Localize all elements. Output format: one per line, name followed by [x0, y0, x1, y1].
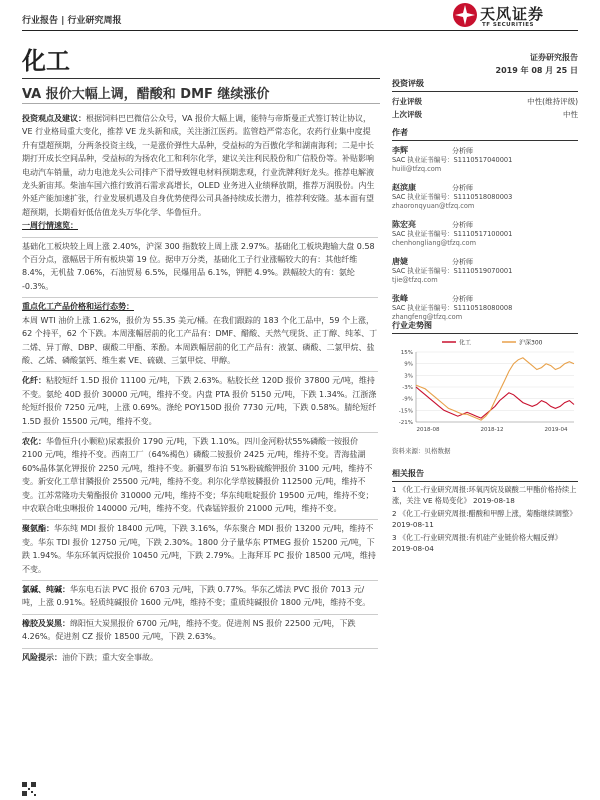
y-tick-label: -9%: [402, 396, 413, 403]
analyst-card: [392, 145, 578, 178]
risk-paragraph: [22, 651, 378, 664]
header-divider: [22, 30, 578, 31]
legend-label: 化工: [459, 339, 472, 347]
analyst-email[interactable]: tjie@tfzq.com: [392, 276, 438, 284]
investment-view: [22, 112, 378, 219]
fiber-label: 化纤：: [22, 376, 46, 386]
analyst-email[interactable]: zhaoronqyuan@tfzq.com: [392, 202, 475, 210]
intro-text: 根据饲料巴巴微信公众号，VA 报价大幅上调，能特与帝斯曼正式签订转让协议，VE 行业格局重大变化，推荐 VE 龙头新和成，关注浙江医药。监管趋严常态化，农药行业集中度提升有望超预期，分两条投资主线，一是涨价弹性大品种，受益标的为百傲化学和湖南海利；二是中长期打开成长空间品种，受益标的为扬农化工和利尔化学，建议关注利民股份和广信股份等。补贴影响电动汽车销量，动力电池龙头公司排产下滑导致锂电材料预期悲观，行业洗牌利好龙头。推荐电解液龙头新宙邦。柴油车国六推行致消石需求高增长，OLED 业务进入业绩释放期，推荐万润股份。内生外延产能加速扩张，行业发展机遇及自身优势使得公司具备持续成长潜力，推荐利安隆。基本面有望超预期，长期看好低估值龙头万华化学、华鲁恒升。: [22, 114, 375, 217]
analyst-role: 分析师: [452, 295, 473, 303]
industry-rating-row: [392, 95, 578, 108]
y-tick-label: -15%: [398, 408, 413, 415]
analyst-role: 分析师: [452, 147, 473, 155]
section-divider: [22, 519, 378, 520]
brand-name: 天风证券: [480, 5, 545, 23]
x-tick-label: 2019-04: [544, 427, 568, 433]
fiber-paragraph: [22, 374, 378, 428]
pu-paragraph: [22, 522, 378, 576]
report-date: 2019 年 08 月 25 日: [495, 66, 578, 75]
report-type: 证券研究报告: [530, 53, 578, 62]
rubber-text: 绵阳恒大炭黑报价 6700 元/吨，维持不变。促进剂 NS 报价 22500 元/吨，下跌 4.26%。促进剂 CZ 报价 18500 元/吨，下跌 2.63%。: [22, 618, 356, 642]
section-divider: [22, 614, 378, 615]
trend-chart-svg: [392, 334, 578, 438]
analyst-name: 唐婕: [392, 257, 408, 266]
y-tick-label: 3%: [404, 373, 413, 380]
analyst-name: 赵滨康: [392, 183, 416, 192]
analyst-role: 分析师: [452, 184, 473, 192]
weekly-review-heading: 一周行情速览：: [22, 221, 78, 231]
y-tick-label: -3%: [402, 385, 413, 391]
industry-rating-value: 中性(维持评级): [527, 97, 578, 106]
risk-text: 油价下跌；重大安全事故。: [62, 652, 158, 662]
legend-label: 沪深300: [519, 339, 543, 347]
industry-rating-label: 行业评级: [392, 97, 422, 106]
breadcrumb: 行业报告 | 行业研究周报: [22, 16, 122, 26]
section-divider: [22, 432, 378, 433]
main-content: [22, 112, 378, 664]
pu-label: 聚氨酯：: [22, 524, 54, 534]
analyst-name: 张峰: [392, 294, 408, 303]
analyst-name: 李辉: [392, 146, 408, 155]
analyst-email[interactable]: zhangfeng@tfzq.com: [392, 313, 463, 321]
related-heading: 相关报告: [392, 468, 578, 482]
analyst-role: 分析师: [452, 221, 473, 229]
related-reports: [392, 468, 578, 557]
headline-top-rule: [22, 78, 380, 79]
intro-label: 投资观点及建议：: [22, 114, 86, 123]
analysts-heading: 作者: [392, 127, 578, 141]
y-tick-label: 15%: [400, 350, 413, 356]
agri-paragraph: [22, 435, 378, 515]
chart-source: 资料来源：贝格数据: [392, 447, 451, 455]
analyst-cert: SAC 执业证书编号：S1110517040001: [392, 156, 513, 164]
series-line: [416, 387, 574, 418]
related-report-item[interactable]: 2 《化工-行业研究周报:醋酸和甲醇上涨，菊酯继续调整》 2019-08-11: [392, 509, 577, 529]
chlor-alkali-label: 氯碱、纯碱：: [22, 585, 70, 594]
price-heading: 重点化工产品价格和运行态势：: [22, 302, 134, 312]
analyst-name: 陈宏亮: [392, 220, 416, 229]
prev-rating-label: 上次评级: [392, 110, 422, 119]
rating-heading: 投资评级: [392, 78, 578, 92]
headline-bottom-rule: [22, 103, 380, 104]
section-divider: [22, 580, 378, 581]
pu-text: 华东纯 MDI 报价 18400 元/吨，下跌 3.16%，华东聚合 MDI 报价 13200 元/吨，维持不变。华东 TDI 报价 12750 元/吨，下跌 2.30%。1800 分子量华东 PTMEG 报价 15200 元/吨，下跌 1.94%。华东环氧丙烷报价 10450 元/吨，下跌 2.79%。上海拜耳 PC 报价 18500 元/吨，维持不变。: [22, 524, 376, 574]
report-headline: VA 报价大幅上调，醋酸和 DMF 继续涨价: [22, 87, 270, 102]
fiber-text: 粘胶短纤 1.5D 报价 11100 元/吨，下跌 2.63%。粘胶长丝 120D 报价 37800 元/吨，维持不变。氨纶 40D 报价 30000 元/吨，维持不变。内盘 PTA 报价 5150 元/吨，下跌 1.34%。江浙涤纶短纤报价 7250 元/吨，上涨 0.69%。涤纶 POY150D 报价 7730 元/吨，下跌 0.58%。腈纶短纤 1.5D 报价 15500 元/吨，维持不变。: [22, 376, 377, 426]
price-summary: 本周 WTI 油价上涨 1.62%，报价为 55.35 美元/桶。在我们跟踪的 183 个化工品中，59 个上涨，62 个持平，62 个下跌。本周涨幅居前的化工产品有：DMF、醋酸、天然气现货、正丁醇、纯苯、丁二烯、异丁醇、DBP、碳酸二甲酯、苯酚。本周跌幅居前的化工产品有：液氯、磷酸、二氯甲烷、盐酸、乙烯、磷酸氯钙、维生素 VE、硫磺、三氯甲烷、甲醇。: [22, 315, 378, 365]
risk-label: 风险提示：: [22, 652, 62, 662]
analyst-email[interactable]: chenhongliang@tfzq.com: [392, 239, 477, 247]
agri-label: 农化：: [22, 436, 46, 446]
y-tick-label: 9%: [404, 361, 413, 368]
analyst-email[interactable]: huili@tfzq.com: [392, 165, 442, 173]
analyst-cert: SAC 执业证书编号：S1110517100001: [392, 230, 513, 238]
chart-title: 行业走势图: [392, 320, 578, 334]
brand-logo-icon: [452, 2, 478, 28]
rubber-label: 橡胶及炭黑：: [22, 618, 70, 628]
market-summary: 基础化工板块较上周上涨 2.40%，沪深 300 指数较上周上涨 2.97%。基础化工板块跑输大盘 0.58 个百分点，涨幅居于所有板块第 19 位。据申万分类，基础化工子行业涨幅较大的有：其他纤维 8.4%，无机盐 7.06%，石油贸易 6.5%，民爆用品 6.1%，钾肥 4.9%。跌幅较大的有：氨纶 -0.3%。: [22, 241, 375, 291]
related-report-item[interactable]: 1 《化工-行业研究周报:环氧丙烷及碳酸二甲酯价格持续上涨，关注 VE 格局变化》 2019-08-18: [392, 485, 577, 505]
agri-text: 华鲁恒升(小颗粒)尿素报价 1790 元/吨，下跌 1.10%。四川金河粉状55%磷酸一铵报价 2100 元/吨，维持不变。西南工厂（64%褐色）磷酸二铵报价 2425 元/吨，维持不变。青海盐湖 60%晶体氯化钾报价 2250 元/吨，维持不变。新疆罗布泊 51%粉硫酸钾报价 3100 元/吨，维持不变。新安化工草甘膦报价 25500 元/吨，维持不变。利尔化学草铵膦报价 112500 元/吨，维持不变。江苏常隆功夫菊酯报价 310000 元/吨，维持不变；华东纯吡啶报价 19500 元/吨，维持不变；中农联合吡虫啉报价 140000 元/吨，维持不变。代森锰锌报价 21000 元/吨，维持不变。: [22, 436, 374, 513]
section-divider: [22, 371, 378, 372]
series-line: [416, 358, 574, 420]
analyst-cert: SAC 执业证书编号：S1110518080003: [392, 193, 513, 201]
industry-trend-chart: [392, 320, 578, 442]
analyst-card: [392, 219, 578, 252]
analyst-cert: SAC 执业证书编号：S1110519070001: [392, 267, 513, 275]
qr-code-icon: [22, 782, 36, 796]
section-divider: [22, 297, 378, 298]
chlor-alkali-text: 华东电石法 PVC 报价 6703 元/吨，下跌 0.77%。华东乙烯法 PVC 报价 7013 元/吨，上涨 0.91%。轻质纯碱报价 1600 元/吨，维持不变；重质纯碱报价 1800 元/吨，维持不变。: [22, 585, 371, 608]
analyst-card: [392, 256, 578, 289]
sidebar: [392, 78, 578, 326]
x-tick-label: 2018-12: [480, 427, 504, 433]
x-tick-label: 2018-08: [416, 427, 440, 433]
section-divider: [22, 237, 378, 238]
section-divider: [22, 648, 378, 649]
brand-name-en: TF SECURITIES: [482, 22, 534, 28]
analyst-role: 分析师: [452, 258, 473, 266]
brand-logo: [452, 2, 582, 30]
prev-rating-value: 中性: [563, 110, 578, 119]
industry-title: 化工: [22, 47, 70, 75]
y-tick-label: -21%: [398, 420, 413, 426]
related-report-item[interactable]: 3 《化工-行业研究周报:有机硅产业链价格大幅反弹》 2019-08-04: [392, 533, 563, 553]
rubber-paragraph: [22, 617, 378, 644]
analyst-card: [392, 182, 578, 215]
chlor-alkali-paragraph: [22, 583, 378, 610]
analyst-cert: SAC 执业证书编号：S1110518080008: [392, 304, 513, 312]
prev-rating-row: [392, 108, 578, 121]
